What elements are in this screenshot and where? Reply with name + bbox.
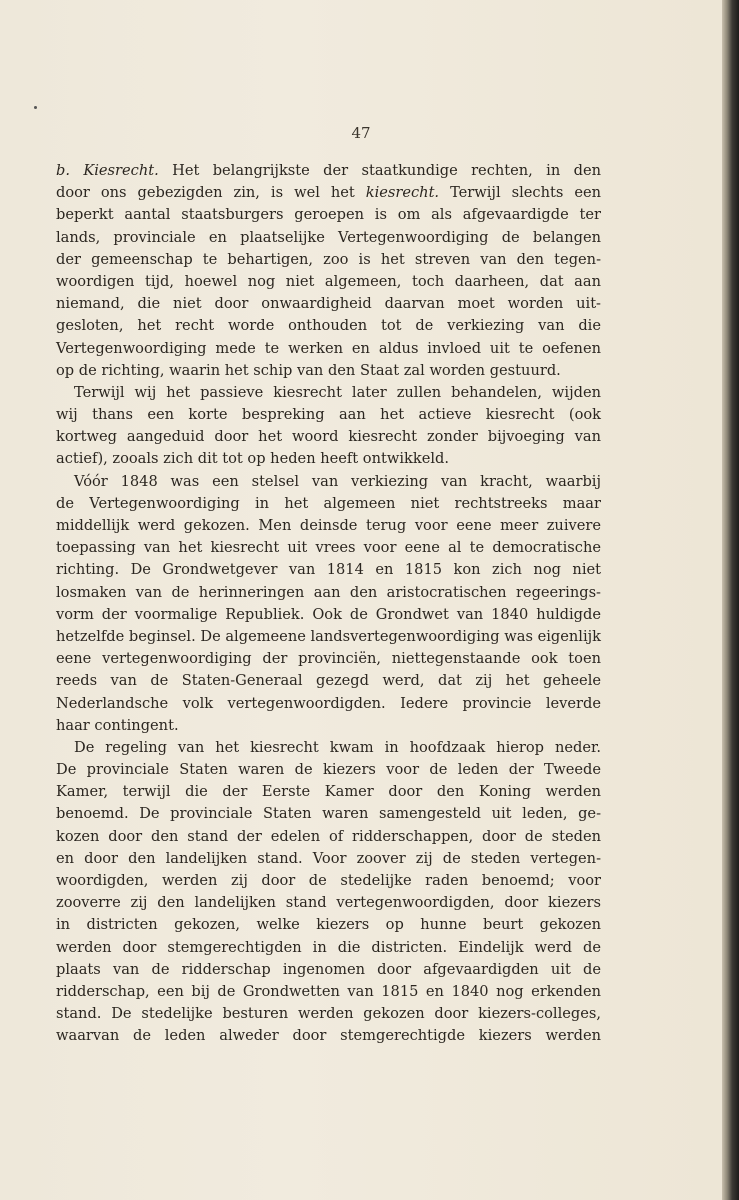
body-text: [56, 160, 601, 1048]
text-line: toepassing van het kiesrecht uit vrees voor eene al te democratische: [56, 539, 601, 557]
text-line: De regeling van het kiesrecht kwam in hoofdzaak hierop neder.: [74, 738, 601, 756]
text-line: waarvan de leden alweder door stemgerechtigde kiezers werden: [56, 1027, 601, 1045]
text-line: niemand, die niet door onwaardigheid daarvan moet worden uit-: [56, 295, 601, 313]
text-line: De provinciale Staten waren de kiezers voor de leden der Tweede: [56, 761, 601, 779]
text-line: Vóór 1848 was een stelsel van verkiezing van kracht, waarbij: [74, 472, 601, 490]
text-line: op de richting, waarin het schip van den Staat zal worden gestuurd.: [56, 361, 561, 379]
text-line: haar contingent.: [56, 716, 179, 734]
text-line: en door den landelijken stand. Voor zoover zij de steden vertegen-: [56, 849, 601, 867]
page-number: 47: [351, 124, 371, 142]
text-line: richting. De Grondwetgever van 1814 en 1815 kon zich nog niet: [56, 561, 601, 579]
text-line: zooverre zij den landelijken stand vertegenwoordigden, door kiezers: [56, 894, 601, 912]
ink-speck: [34, 106, 37, 109]
text-line: middellijk werd gekozen. Men deinsde terug voor eene meer zuivere: [56, 517, 601, 534]
text-line: beperkt aantal staatsburgers geroepen is om als afgevaardigde ter: [56, 206, 601, 224]
text-line: benoemd. De provinciale Staten waren samengesteld uit leden, ge-: [56, 805, 601, 823]
text-line: de Vertegenwoordiging in het algemeen niet rechtstreeks maar: [56, 494, 601, 512]
text-line: eene vertegenwoordiging der provinciën, niettegenstaande ook toen: [56, 650, 601, 668]
text-line: actief), zooals zich dit tot op heden heeft ontwikkeld.: [56, 450, 449, 468]
text-line: losmaken van de herinneringen aan den aristocratischen regeerings-: [56, 583, 601, 601]
text-line: Terwijl wij het passieve kiesrecht later zullen behandelen, wijden: [74, 383, 601, 401]
text-line: vorm der voormalige Republiek. Ook de Grondwet van 1840 huldigde: [56, 605, 601, 623]
text-line: hetzelfde beginsel. De algemeene landsvertegenwoordiging was eigenlijk: [56, 627, 601, 645]
text-line: Nederlandsche volk vertegenwoordigden. Iedere provincie leverde: [56, 694, 601, 712]
text-line: plaats van de ridderschap ingenomen door afgevaardigden uit de: [56, 960, 601, 978]
text-line: stand. De stedelijke besturen werden gekozen door kiezers-colleges,: [56, 1005, 601, 1023]
text-line: in districten gekozen, welke kiezers op hunne beurt gekozen: [56, 916, 601, 934]
text-line: Kamer, terwijl die der Eerste Kamer door den Koning werden: [56, 783, 601, 801]
text-line: b. Kiesrecht. Het belangrijkste der staatkundige rechten, in den: [56, 162, 601, 179]
text-line: ridderschap, een bij de Grondwetten van 1815 en 1840 nog erkenden: [56, 982, 601, 1000]
text-line: kozen door den stand der edelen of ridderschappen, door de steden: [56, 827, 601, 845]
text-line: der gemeenschap te behartigen, zoo is het streven van den tegen-: [56, 250, 601, 268]
text-line: door ons gebezigden zin, is wel het kiesrecht. Terwijl slechts een: [56, 184, 601, 202]
text-line: reeds van de Staten-Generaal gezegd werd, dat zij het geheele: [56, 672, 601, 690]
text-line: wij thans een korte bespreking aan het actieve kiesrecht (ook: [56, 406, 601, 424]
text-line: woordigden, werden zij door de stedelijke raden benoemd; voor: [56, 872, 601, 889]
text-line: gesloten, het recht worde onthouden tot de verkiezing van die: [56, 317, 601, 335]
text-line: woordigen tijd, hoewel nog niet algemeen, toch daarheen, dat aan: [56, 272, 601, 290]
text-line: lands, provinciale en plaatselijke Vertegenwoordiging de belangen: [56, 228, 601, 246]
text-line: kortweg aangeduid door het woord kiesrecht zonder bijvoeging van: [56, 428, 601, 446]
text-line: werden door stemgerechtigden in die districten. Eindelijk werd de: [56, 938, 601, 956]
text-line: Vertegenwoordiging mede te werken en aldus invloed uit te oefenen: [56, 339, 601, 357]
book-edge: [722, 0, 739, 1200]
